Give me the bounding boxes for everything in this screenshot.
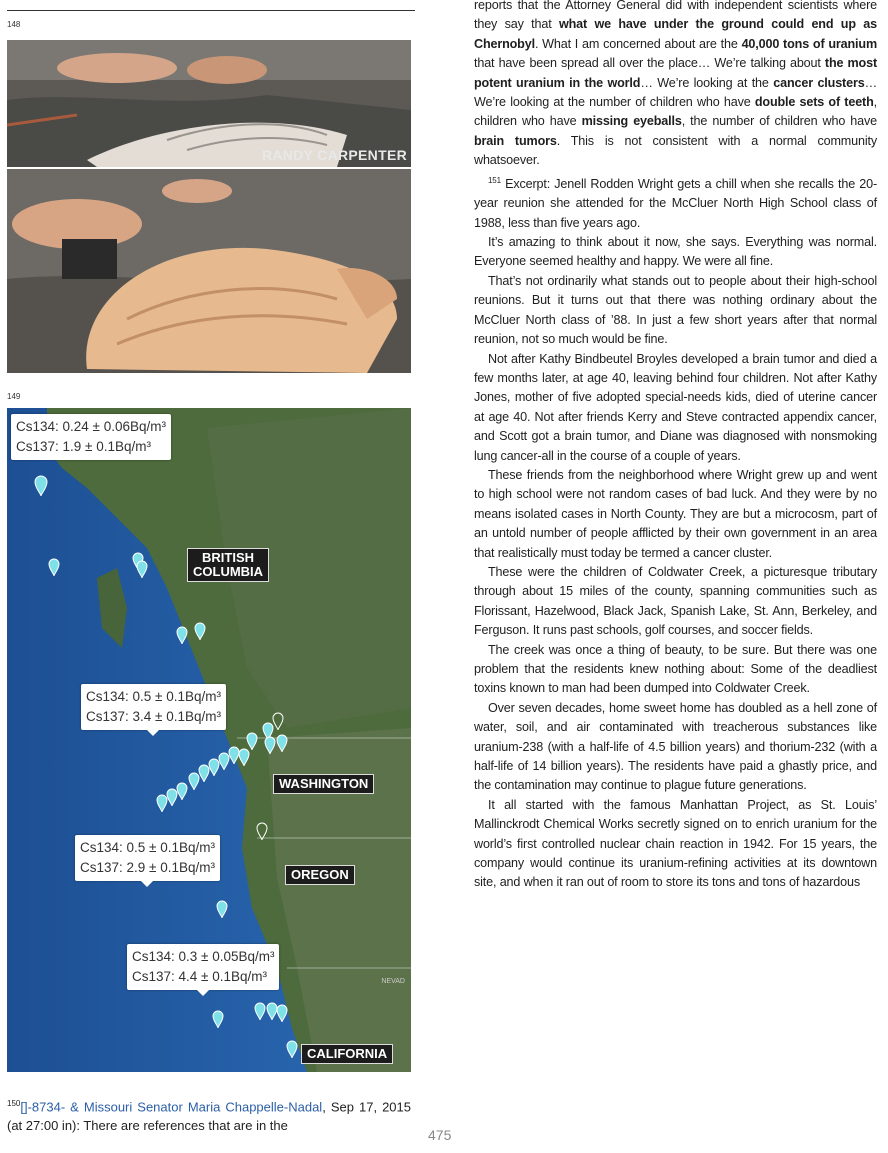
footnote-link[interactable]: []-8734- & Missouri Senator Maria Chappelle-Nadal bbox=[20, 1099, 323, 1115]
region-label-oregon: OREGON bbox=[285, 865, 355, 885]
reading-label-3: Cs134: 0.5 ± 0.1Bq/m³ Cs137: 2.9 ± 0.1Bq/m³ bbox=[75, 835, 220, 881]
top-rule bbox=[7, 10, 415, 11]
reading-label-2: Cs134: 0.5 ± 0.1Bq/m³ Cs137: 3.4 ± 0.1Bq/m³ bbox=[81, 684, 226, 730]
region-label-california: CALIFORNIA bbox=[301, 1044, 393, 1064]
figure-149-number: 149 bbox=[7, 392, 21, 401]
paragraph: These friends from the neighborhood where Wright grew up and went to high school were not random cases of bad luck. And they were by no means isolated cases in North County. They are but a microcosm, part of an untold number of people afflicted by their own government in an area that realistically must today be termed a cancer cluster. bbox=[474, 467, 877, 560]
paragraph: That’s not ordinarily what stands out to people about their high-school reunions. But it turns out that there was nothing ordinary about the McCluer North class of ’88. In just a few short years after that normal reunion, not so much would be fine. bbox=[474, 273, 877, 347]
page-number: 475 bbox=[428, 1127, 452, 1143]
whale-photo-top bbox=[7, 40, 411, 167]
paragraph: It all started with the famous Manhattan Project, as St. Louis’ Mallinckrodt Chemical Works secretly signed on to enrich uranium for the world’s first controlled nuclear chain reaction in 1942. For 15 years, the company would continue its uranium-refining activities at its downtown site, and when it ran out of room to store its tons and tons of hazardous bbox=[474, 797, 877, 890]
paragraph-excerpt: $^{151}$ Excerpt: Jenell Rodden Wright gets a chill when she recalls the 20-year reunion she attended for the McCluer North High School class of 1988, less than five years ago. bbox=[474, 175, 877, 230]
paragraph-quote: reports that the Attorney General did with independent scientists where they say that what we have under the ground could end up as Chernobyl. What I am concerned about are the 40,000 tons of uranium that have been spread all over the place… We’re talking about the most potent uranium in the world… We’re looking at the cancer clusters… We’re looking at the number of children who have double sets of teeth, children who have missing eyeballs, the number of children who have brain tumors. This is not consistent with a normal community whatsoever. bbox=[474, 0, 878, 168]
reading-label-4: Cs134: 0.3 ± 0.05Bq/m³ Cs137: 4.4 ± 0.1Bq/m³ bbox=[127, 944, 279, 990]
region-label-nevada: NEVAD bbox=[381, 978, 405, 985]
paragraph: Over seven decades, home sweet home has doubled as a hell zone of water, soil, and air contaminated with treacherous substances like uranium-238 (with a half-life of 4.5 billion years) and thorium-232 (with a half-life of 14 billion years). The residents have paid a ghastly price, and the contamination may continue to plague future generations. bbox=[474, 700, 877, 793]
paragraph: Not after Kathy Bindbeutel Broyles developed a brain tumor and died a few months later, at age 40, leaving behind four children. Not after Kathy Jones, mother of five adopted special-needs kids, died of uterine cancer at age 40. Not after friends Kerry and Steve contracted appendix cancer, and Scott got a brain tumor, and Diane was diagnosed with nonsmoking lung cancer-all in the course of a couple of years. bbox=[474, 351, 877, 463]
radiation-map bbox=[7, 408, 411, 1072]
figure-148-number: 148 bbox=[7, 20, 21, 29]
whale-photo-bottom bbox=[7, 169, 411, 373]
reading-label-1: Cs134: 0.24 ± 0.06Bq/m³ Cs137: 1.9 ± 0.1Bq/m³ bbox=[11, 414, 171, 460]
footnote-150: $^{150}$[]-8734- & Missouri Senator Maria Chappelle-Nadal, Sep 17, 2015 (at 27:00 in): There are references that are in the bbox=[7, 1099, 411, 1134]
region-label-washington: WASHINGTON bbox=[273, 774, 374, 794]
paragraph: It’s amazing to think about it now, she says. Everything was normal. Everyone seemed healthy and happy. We were all fine. bbox=[474, 235, 877, 269]
paragraph: The creek was once a thing of beauty, to be sure. But there was one problem that the residents knew nothing about: Some of the deadliest toxins known to man had been dumped into Coldwater Creek. bbox=[474, 642, 877, 696]
region-label-british-columbia: BRITISH COLUMBIA bbox=[187, 548, 269, 582]
photo-credit: RANDY CARPENTER bbox=[261, 147, 407, 163]
text-column bbox=[474, 0, 877, 893]
paragraph: These were the children of Coldwater Creek, a picturesque tributary through about 15 miles of the county, spanning communities such as Florissant, Hazelwood, Black Jack, Spanish Lake, St. Ann, Berkeley, and Ferguson. It runs past schools, golf courses, and soccer fields. bbox=[474, 564, 877, 638]
